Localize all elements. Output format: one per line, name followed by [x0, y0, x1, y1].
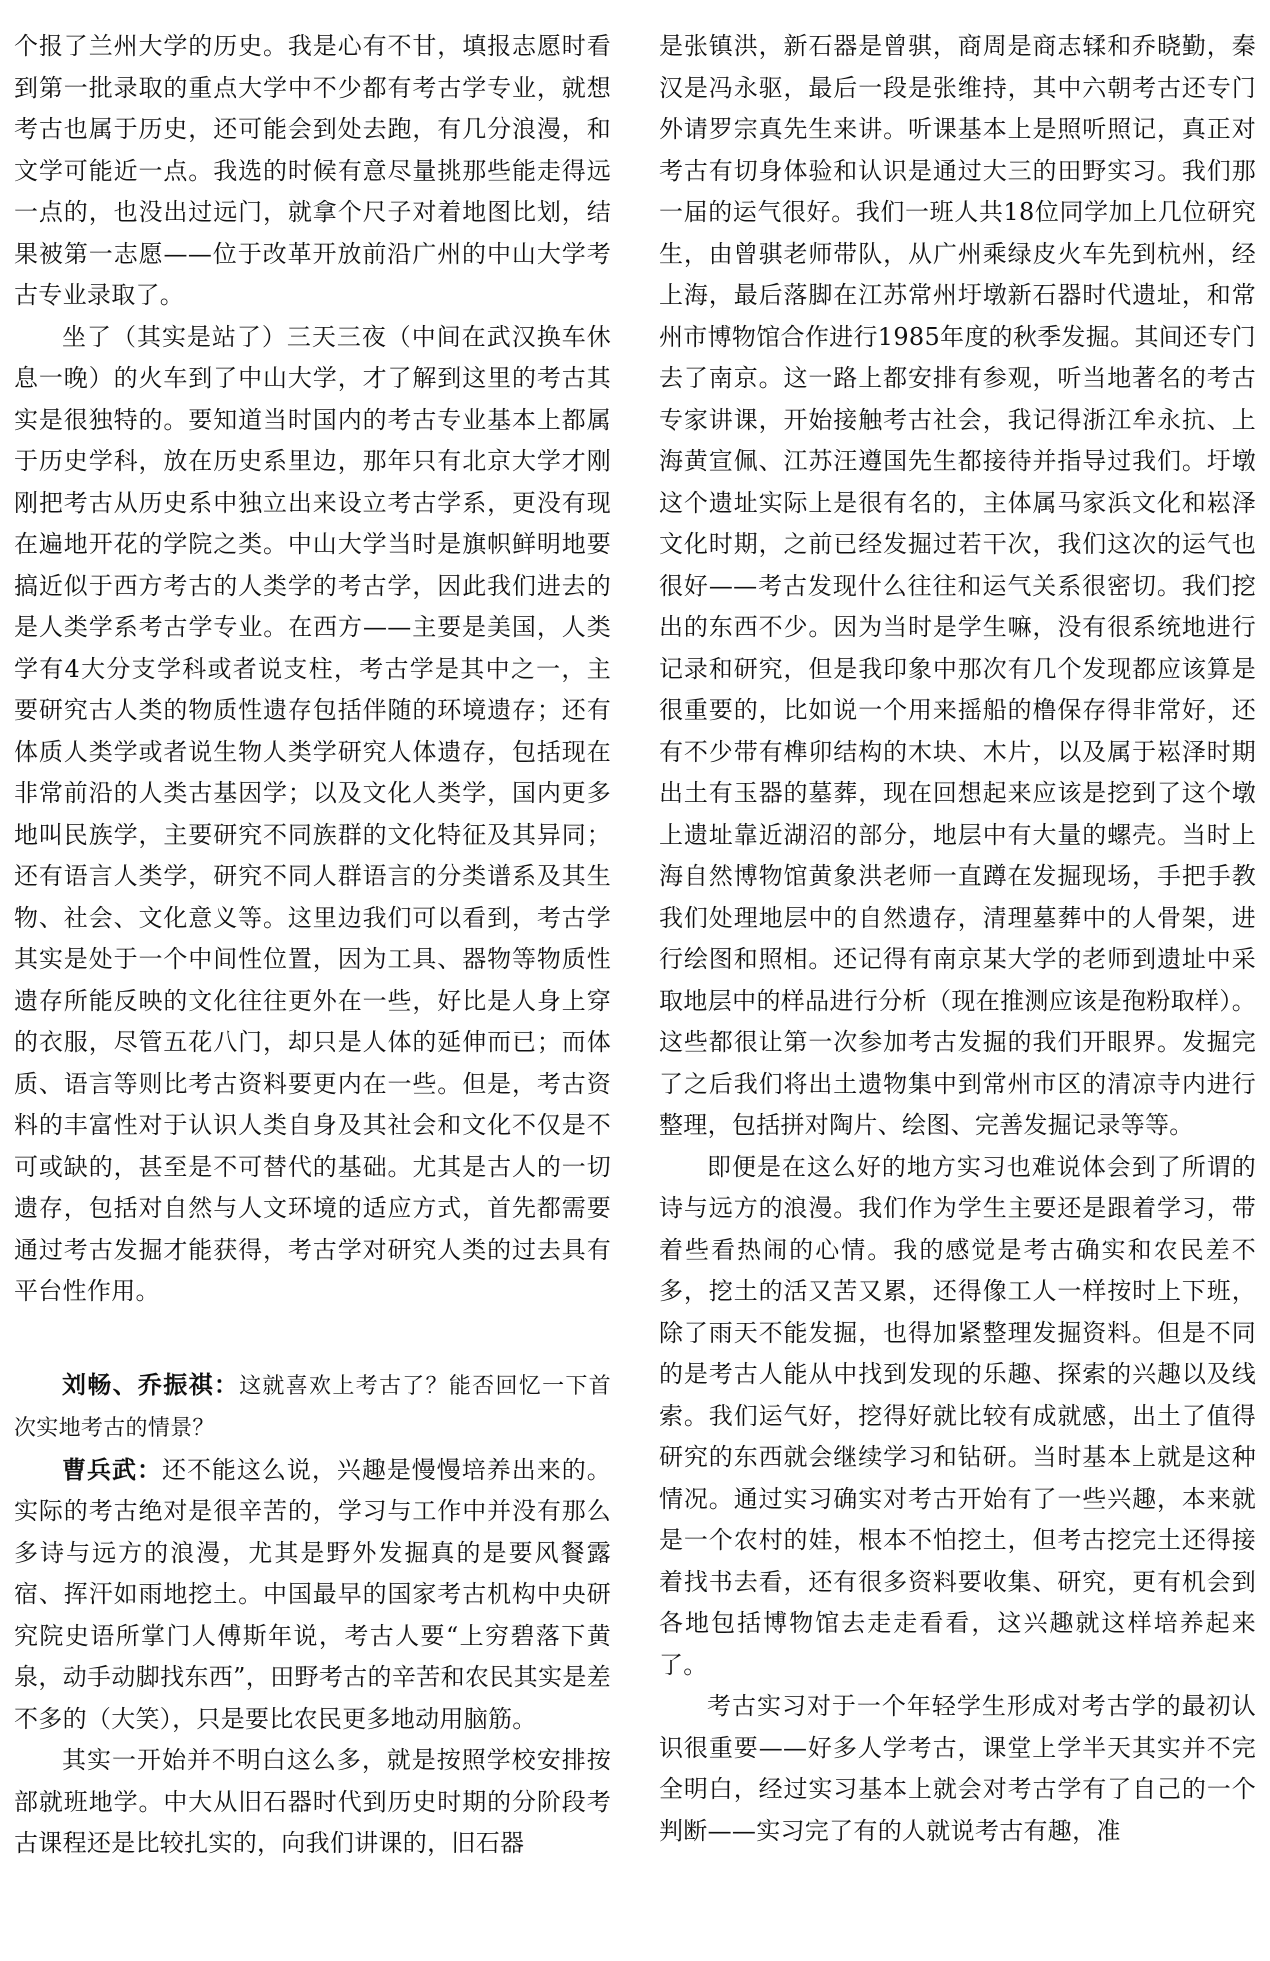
paragraph: 坐了（其实是站了）三天三夜（中间在武汉换车休息一晚）的火车到了中山大学，才了解到这里的考古其实是很独特的。要知道当时国内的考古专业基本上都属于历史学科，放在历史系里边，那年只有北京大学才刚刚把考古从历史系中独立出来设立考古学系，更没有现在遍地开花的学院之类。中山大学当时是旗帜鲜明地要搞近似于西方考古的人类学的考古学，因此我们进去的是人类学系考古学专业。在西方——主要是美国，人类学有4大分支学科或者说支柱，考古学是其中之一，主要研究古人类的物质性遗存包括伴随的环境遗存；还有体质人类学或者说生物人类学研究人体遗存，包括现在非常前沿的人类古基因学；以及文化人类学，国内更多地叫民族学，主要研究不同族群的文化特征及其异同；还有语言人类学，研究不同人群语言的分类谱系及其生物、社会、文化意义等。这里边我们可以看到，考古学其实是处于一个中间性位置，因为工具、器物等物质性遗存所能反映的文化往往更外在一些，好比是人身上穿的衣服，尽管五花八门，却只是人体的延伸而已；而体质、语言等则比考古资料要更内在一些。但是，考古资料的丰富性对于认识人类自身及其社会和文化不仅是不可或缺的，甚至是不可替代的基础。尤其是古人的一切遗存，包括对自然与人文环境的适应方式，首先都需要通过考古发掘才能获得，考古学对研究人类的过去具有平台性作用。: [14, 322, 611, 1305]
question-speaker: 刘畅、乔振祺：: [62, 1370, 240, 1399]
paragraph: 个报了兰州大学的历史。我是心有不甘，填报志愿时看到第一批录取的重点大学中不少都有考古学专业，就想考古也属于历史，还可能会到处去跑，有几分浪漫，和文学可能近一点。我选的时候有意尽量挑那些能走得远一点的，也没出过远门，就拿个尺子对着地图比划，结果被第一志愿——位于改革开放前沿广州的中山大学考古专业录取了。: [14, 32, 611, 309]
answer-speaker: 曹兵武：: [62, 1455, 162, 1484]
answer-paragraph: [14, 1450, 611, 1741]
paragraph: 其实一开始并不明白这么多，就是按照学校安排按部就班地学。中大从旧石器时代到历史时期的分阶段考古课程还是比较扎实的，向我们讲课的，旧石器: [14, 1746, 611, 1857]
paragraph: 考古实习对于一个年轻学生形成对考古学的最初认识很重要——好多人学考古，课堂上学半天其实并不完全明白，经过实习基本上就会对考古学有了自己的一个判断——实习完了有的人就说考古有趣，准: [659, 1692, 1256, 1845]
question-paragraph: [14, 1365, 611, 1450]
answer-text: 还不能这么说，兴趣是慢慢培养出来的。实际的考古绝对是很辛苦的，学习与工作中并没有那么多诗与远方的浪漫，尤其是野外发掘真的是要风餐露宿、挥汗如雨地挖土。中国最早的国家考古机构中央研究院史语所掌门人傅斯年说，考古人要“上穷碧落下黄泉，动手动脚找东西”，田野考古的辛苦和农民其实是差不多的（大笑），只是要比农民更多地动用脑筋。: [14, 1455, 611, 1733]
question-text: 这就喜欢上考古了？能否回忆一下首次实地考古的情景？: [14, 1373, 611, 1441]
left-column: [14, 26, 611, 1961]
section-gap: [14, 1313, 611, 1365]
right-column: [659, 26, 1256, 1961]
paragraph: 是张镇洪，新石器是曾骐，商周是商志𫐓和乔晓勤，秦汉是冯永驱，最后一段是张维持，其中六朝考古还专门外请罗宗真先生来讲。听课基本上是照听照记，真正对考古有切身体验和认识是通过大三的田野实习。我们那一届的运气很好。我们一班人共18位同学加上几位研究生，由曾骐老师带队，从广州乘绿皮火车先到杭州，经上海，最后落脚在江苏常州圩墩新石器时代遗址，和常州市博物馆合作进行1985年度的秋季发掘。其间还专门去了南京。这一路上都安排有参观，听当地著名的考古专家讲课，开始接触考古社会，我记得浙江牟永抗、上海黄宣佩、江苏汪遵国先生都接待并指导过我们。圩墩这个遗址实际上是很有名的，主体属马家浜文化和崧泽文化时期，之前已经发掘过若干次，我们这次的运气也很好——考古发现什么往往和运气关系很密切。我们挖出的东西不少。因为当时是学生嘛，没有很系统地进行记录和研究，但是我印象中那次有几个发现都应该算是很重要的，比如说一个用来摇船的橹保存得非常好，还有不少带有榫卯结构的木块、木片，以及属于崧泽时期出土有玉器的墓葬，现在回想起来应该是挖到了这个墩上遗址靠近湖沼的部分，地层中有大量的螺壳。当时上海自然博物馆黄象洪老师一直蹲在发掘现场，手把手教我们处理地层中的自然遗存，清理墓葬中的人骨架，进行绘图和照相。还记得有南京某大学的老师到遗址中采取地层中的样品进行分析（现在推测应该是孢粉取样）。这些都很让第一次参加考古发掘的我们开眼界。发掘完了之后我们将出土遗物集中到常州市区的清凉寺内进行整理，包括拼对陶片、绘图、完善发掘记录等等。: [659, 32, 1256, 1139]
paragraph: 即便是在这么好的地方实习也难说体会到了所谓的诗与远方的浪漫。我们作为学生主要还是跟着学习，带着些看热闹的心情。我的感觉是考古确实和农民差不多，挖土的活又苦又累，还得像工人一样按时上下班，除了雨天不能发掘，也得加紧整理发掘资料。但是不同的是考古人能从中找到发现的乐趣、探索的兴趣以及线索。我们运气好，挖得好就比较有成就感，出土了值得研究的东西就会继续学习和钻研。当时基本上就是这种情况。通过实习确实对考古开始有了一些兴趣，本来就是一个农村的娃，根本不怕挖土，但考古挖完土还得接着找书去看，还有很多资料要收集、研究，更有机会到各地包括博物馆去走走看看，这兴趣就这样培养起来了。: [659, 1152, 1256, 1679]
